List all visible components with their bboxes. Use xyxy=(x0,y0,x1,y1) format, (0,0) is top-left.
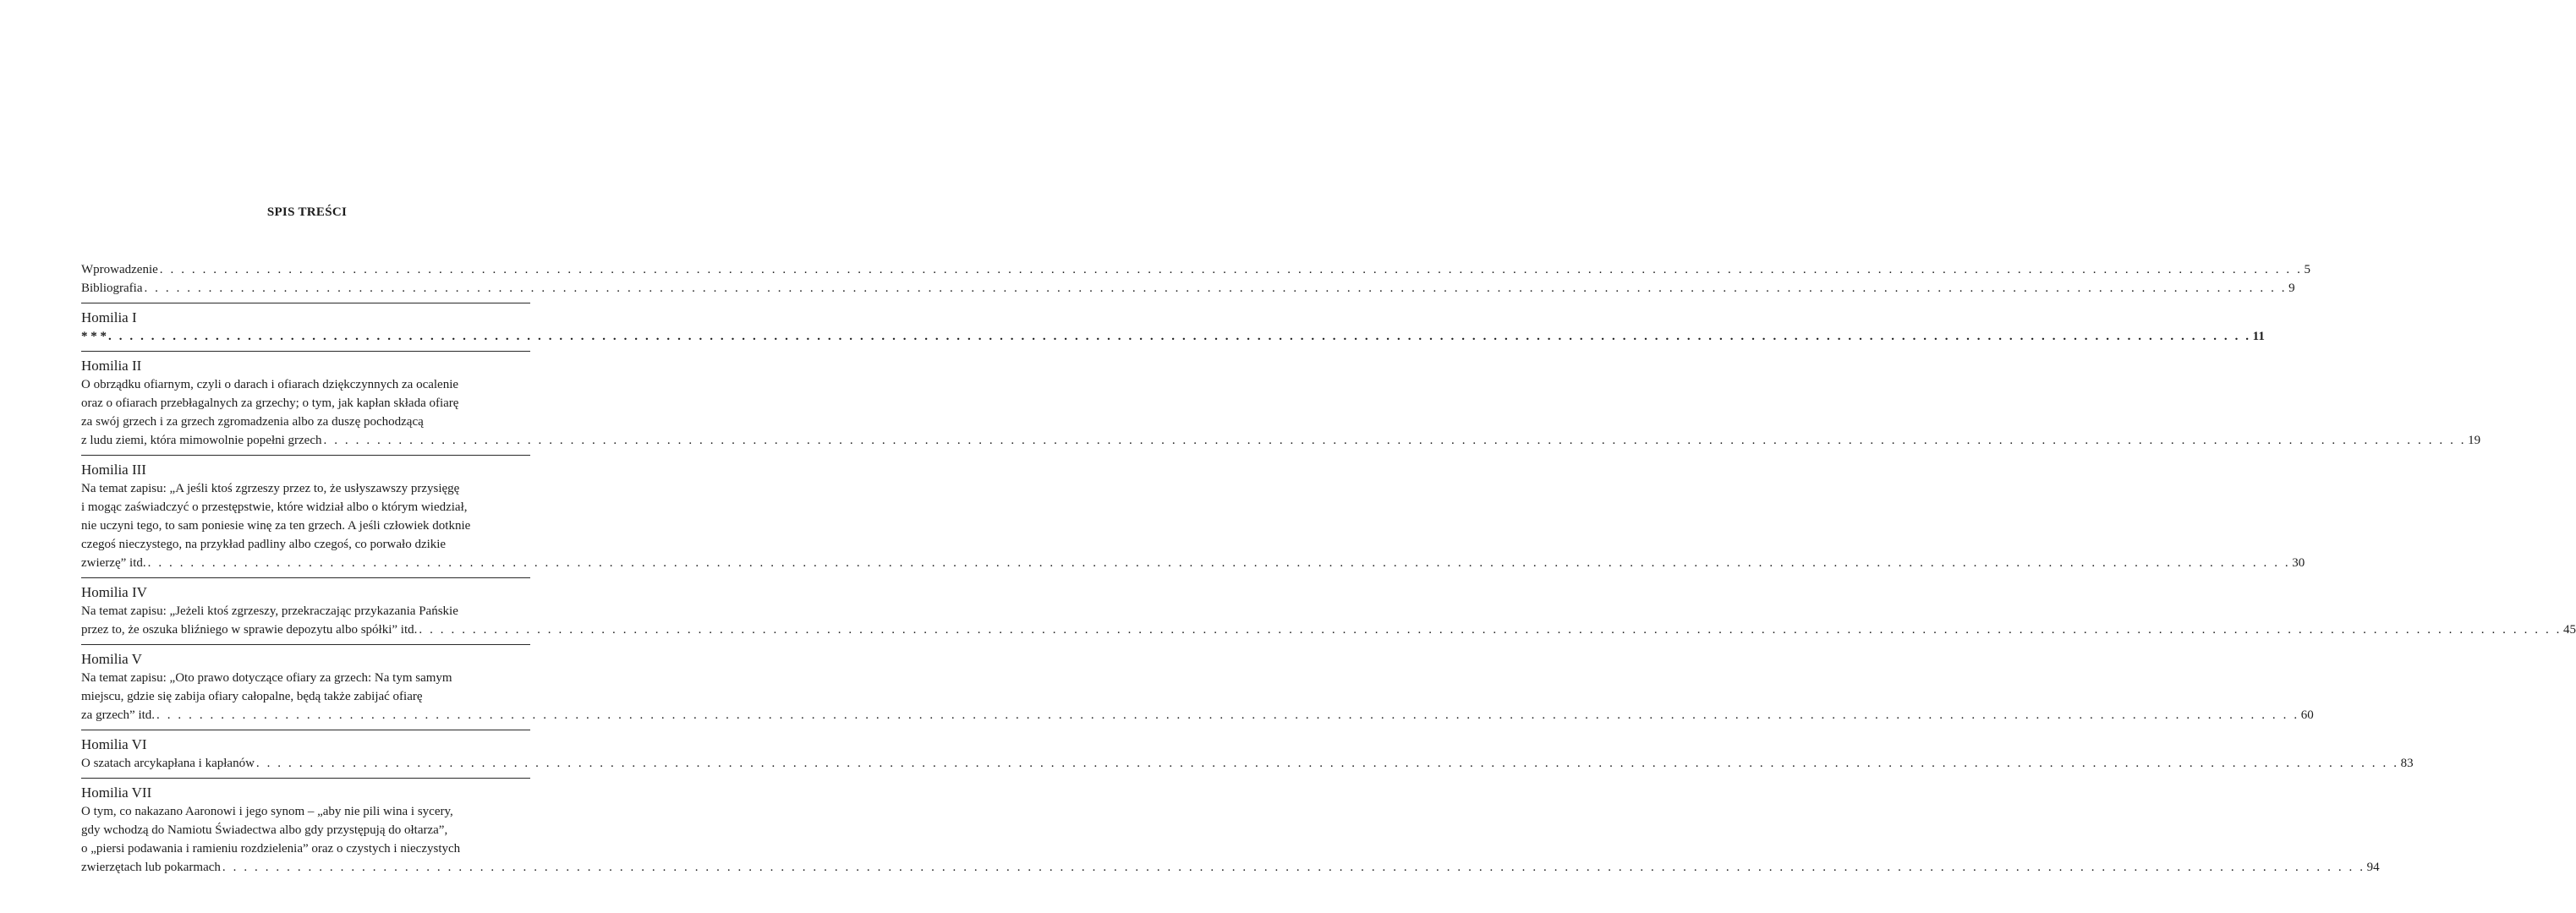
homily-description-line: O tym, co nakazano Aaronowi i jego synom – „aby nie pili wina i sycery, xyxy=(81,805,453,818)
homily-heading: Homilia VII xyxy=(81,785,152,801)
homily-description-line: o „piersi podawania i ramieniu rozdzielenia” oraz o czystych i nieczystych xyxy=(81,842,461,856)
separator-rule xyxy=(81,455,530,456)
entry-text: zwierzę” itd. xyxy=(81,556,146,570)
dot-leader: . . . . . . . . . . . . . . . . . . . . . . . . . . . . . . . . . . . . . . . . . . . . . . . . . . . . . . . . . . . . . . . . . . . . . . . . . . . . . . . . . . . . . . . . . . . . . . . . . . . . . . . . . . . . . . . . . . . . . . . . . . . . . . . . . . . . . . . . . . . . . . . . . . . . . . . . . . . . . . . . . . . . . . . . . . . . . . . . . . . . . . . . . . . . . . . . . . . . . . . . xyxy=(147,556,2291,570)
homily-description-line: gdy wchodzą do Namiotu Świadectwa albo gdy przystępują do ołtarza”, xyxy=(81,823,448,837)
homily-description-line: i mogąc zaświadczyć o przestępstwie, które widział albo o którym wiedział, xyxy=(81,500,468,514)
homily-description-line: oraz o ofiarach przebłagalnych za grzechy; o tym, jak kapłan składa ofiarę xyxy=(81,396,459,410)
page-number: 83 xyxy=(2400,757,2414,770)
homily-description-line: O obrządku ofiarnym, czyli o darach i ofiarach dziękczynnych za ocalenie xyxy=(81,378,459,391)
homily-heading: Homilia II xyxy=(81,358,142,374)
dot-leader: . . . . . . . . . . . . . . . . . . . . . . . . . . . . . . . . . . . . . . . . . . . . . . . . . . . . . . . . . . . . . . . . . . . . . . . . . . . . . . . . . . . . . . . . . . . . . . . . . . . . . . . . . . . . . . . . . . . . . . . . . . . . . . . . . . . . . . . . . . . . . . . . . . . . . . . . . . . . . . . . . . . . . . . . . . . . . . . . . . . . . . . . . . . . . . . . . . . . . . . . xyxy=(108,330,2251,343)
table-of-contents xyxy=(81,260,2576,877)
homily-entry xyxy=(81,554,2305,572)
dot-leader: . . . . . . . . . . . . . . . . . . . . . . . . . . . . . . . . . . . . . . . . . . . . . . . . . . . . . . . . . . . . . . . . . . . . . . . . . . . . . . . . . . . . . . . . . . . . . . . . . . . . . . . . . . . . . . . . . . . . . . . . . . . . . . . . . . . . . . . . . . . . . . . . . . . . . . . . . . . . . . . . . . . . . . . . . . . . . . . . . . . . . . . . . . . . . . . . . . . . . . . . xyxy=(419,623,2562,637)
page-number: 11 xyxy=(2252,330,2265,343)
entry-text: za grzech” itd. xyxy=(81,708,156,722)
toc-entry xyxy=(81,279,2295,298)
page-number: 60 xyxy=(2300,708,2314,722)
dot-leader: . . . . . . . . . . . . . . . . . . . . . . . . . . . . . . . . . . . . . . . . . . . . . . . . . . . . . . . . . . . . . . . . . . . . . . . . . . . . . . . . . . . . . . . . . . . . . . . . . . . . . . . . . . . . . . . . . . . . . . . . . . . . . . . . . . . . . . . . . . . . . . . . . . . . . . . . . . . . . . . . . . . . . . . . . . . . . . . . . . . . . . . . . . . . . . . . . . . . . . . . xyxy=(255,757,2399,770)
entry-text: Wprowadzenie xyxy=(81,263,158,276)
separator-rule xyxy=(81,577,530,578)
dot-leader: . . . . . . . . . . . . . . . . . . . . . . . . . . . . . . . . . . . . . . . . . . . . . . . . . . . . . . . . . . . . . . . . . . . . . . . . . . . . . . . . . . . . . . . . . . . . . . . . . . . . . . . . . . . . . . . . . . . . . . . . . . . . . . . . . . . . . . . . . . . . . . . . . . . . . . . . . . . . . . . . . . . . . . . . . . . . . . . . . . . . . . . . . . . . . . . . . . . . . . . . xyxy=(222,861,2365,874)
entry-text: * * * xyxy=(81,330,107,343)
entry-text: z ludu ziemi, która mimowolnie popełni grzech xyxy=(81,434,322,447)
dot-leader: . . . . . . . . . . . . . . . . . . . . . . . . . . . . . . . . . . . . . . . . . . . . . . . . . . . . . . . . . . . . . . . . . . . . . . . . . . . . . . . . . . . . . . . . . . . . . . . . . . . . . . . . . . . . . . . . . . . . . . . . . . . . . . . . . . . . . . . . . . . . . . . . . . . . . . . . . . . . . . . . . . . . . . . . . . . . . . . . . . . . . . . . . . . . . . . . . . . . . . . . xyxy=(156,708,2299,722)
homily-heading: Homilia III xyxy=(81,462,146,478)
homily-entry xyxy=(81,858,2380,877)
homily-heading: Homilia IV xyxy=(81,584,147,600)
homily-heading: Homilia I xyxy=(81,309,137,325)
entry-text: Bibliografia xyxy=(81,282,143,295)
homily-description-line: miejscu, gdzie się zabija ofiary całopalne, będą także zabijać ofiarę xyxy=(81,690,423,703)
entry-text: O szatach arcykapłana i kapłanów xyxy=(81,757,255,770)
homily-description-line: Na temat zapisu: „Jeżeli ktoś zgrzeszy, przekraczając przykazania Pańskie xyxy=(81,604,458,618)
separator-rule xyxy=(81,644,530,645)
homily-entry xyxy=(81,431,2481,450)
homily-description-line: za swój grzech i za grzech zgromadzenia albo za duszę pochodzącą xyxy=(81,415,424,429)
dot-leader: . . . . . . . . . . . . . . . . . . . . . . . . . . . . . . . . . . . . . . . . . . . . . . . . . . . . . . . . . . . . . . . . . . . . . . . . . . . . . . . . . . . . . . . . . . . . . . . . . . . . . . . . . . . . . . . . . . . . . . . . . . . . . . . . . . . . . . . . . . . . . . . . . . . . . . . . . . . . . . . . . . . . . . . . . . . . . . . . . . . . . . . . . . . . . . . . . . . . . . . . xyxy=(159,263,2303,276)
page-number: 45 xyxy=(2563,623,2576,637)
homily-description-line: czegoś nieczystego, na przykład padliny albo czegoś, co porwało dzikie xyxy=(81,538,447,551)
page-number: 19 xyxy=(2468,434,2481,447)
homily-heading: Homilia V xyxy=(81,651,142,667)
homily-entry xyxy=(81,327,2265,346)
homily-description-line: Na temat zapisu: „Oto prawo dotyczące ofiary za grzech: Na tym samym xyxy=(81,671,452,685)
page-number: 94 xyxy=(2366,861,2380,874)
entry-text: zwierzętach lub pokarmach xyxy=(81,861,221,874)
homily-entry xyxy=(81,621,2576,639)
separator-rule xyxy=(81,778,530,779)
homily-description-line: Na temat zapisu: „A jeśli ktoś zgrzeszy przez to, że usłyszawszy przysięgę xyxy=(81,482,460,495)
homily-description-line: nie uczyni tego, to sam poniesie winę za ten grzech. A jeśli człowiek dotknie xyxy=(81,519,471,533)
entry-text: przez to, że oszuka bliźniego w sprawie depozytu albo spółki” itd. xyxy=(81,623,418,637)
dot-leader: . . . . . . . . . . . . . . . . . . . . . . . . . . . . . . . . . . . . . . . . . . . . . . . . . . . . . . . . . . . . . . . . . . . . . . . . . . . . . . . . . . . . . . . . . . . . . . . . . . . . . . . . . . . . . . . . . . . . . . . . . . . . . . . . . . . . . . . . . . . . . . . . . . . . . . . . . . . . . . . . . . . . . . . . . . . . . . . . . . . . . . . . . . . . . . . . . . . . . . . . xyxy=(144,282,2288,295)
page-number: 30 xyxy=(2292,556,2305,570)
page-number: 5 xyxy=(2304,263,2310,276)
separator-rule xyxy=(81,351,530,352)
homily-heading: Homilia VI xyxy=(81,736,147,752)
toc-entry xyxy=(81,260,2310,279)
dot-leader: . . . . . . . . . . . . . . . . . . . . . . . . . . . . . . . . . . . . . . . . . . . . . . . . . . . . . . . . . . . . . . . . . . . . . . . . . . . . . . . . . . . . . . . . . . . . . . . . . . . . . . . . . . . . . . . . . . . . . . . . . . . . . . . . . . . . . . . . . . . . . . . . . . . . . . . . . . . . . . . . . . . . . . . . . . . . . . . . . . . . . . . . . . . . . . . . . . . . . . . . xyxy=(323,434,2467,447)
homily-entry xyxy=(81,754,2414,773)
homily-entry xyxy=(81,706,2314,724)
page-number: 9 xyxy=(2288,282,2295,295)
page-title: SPIS TREŚCI xyxy=(266,205,348,219)
